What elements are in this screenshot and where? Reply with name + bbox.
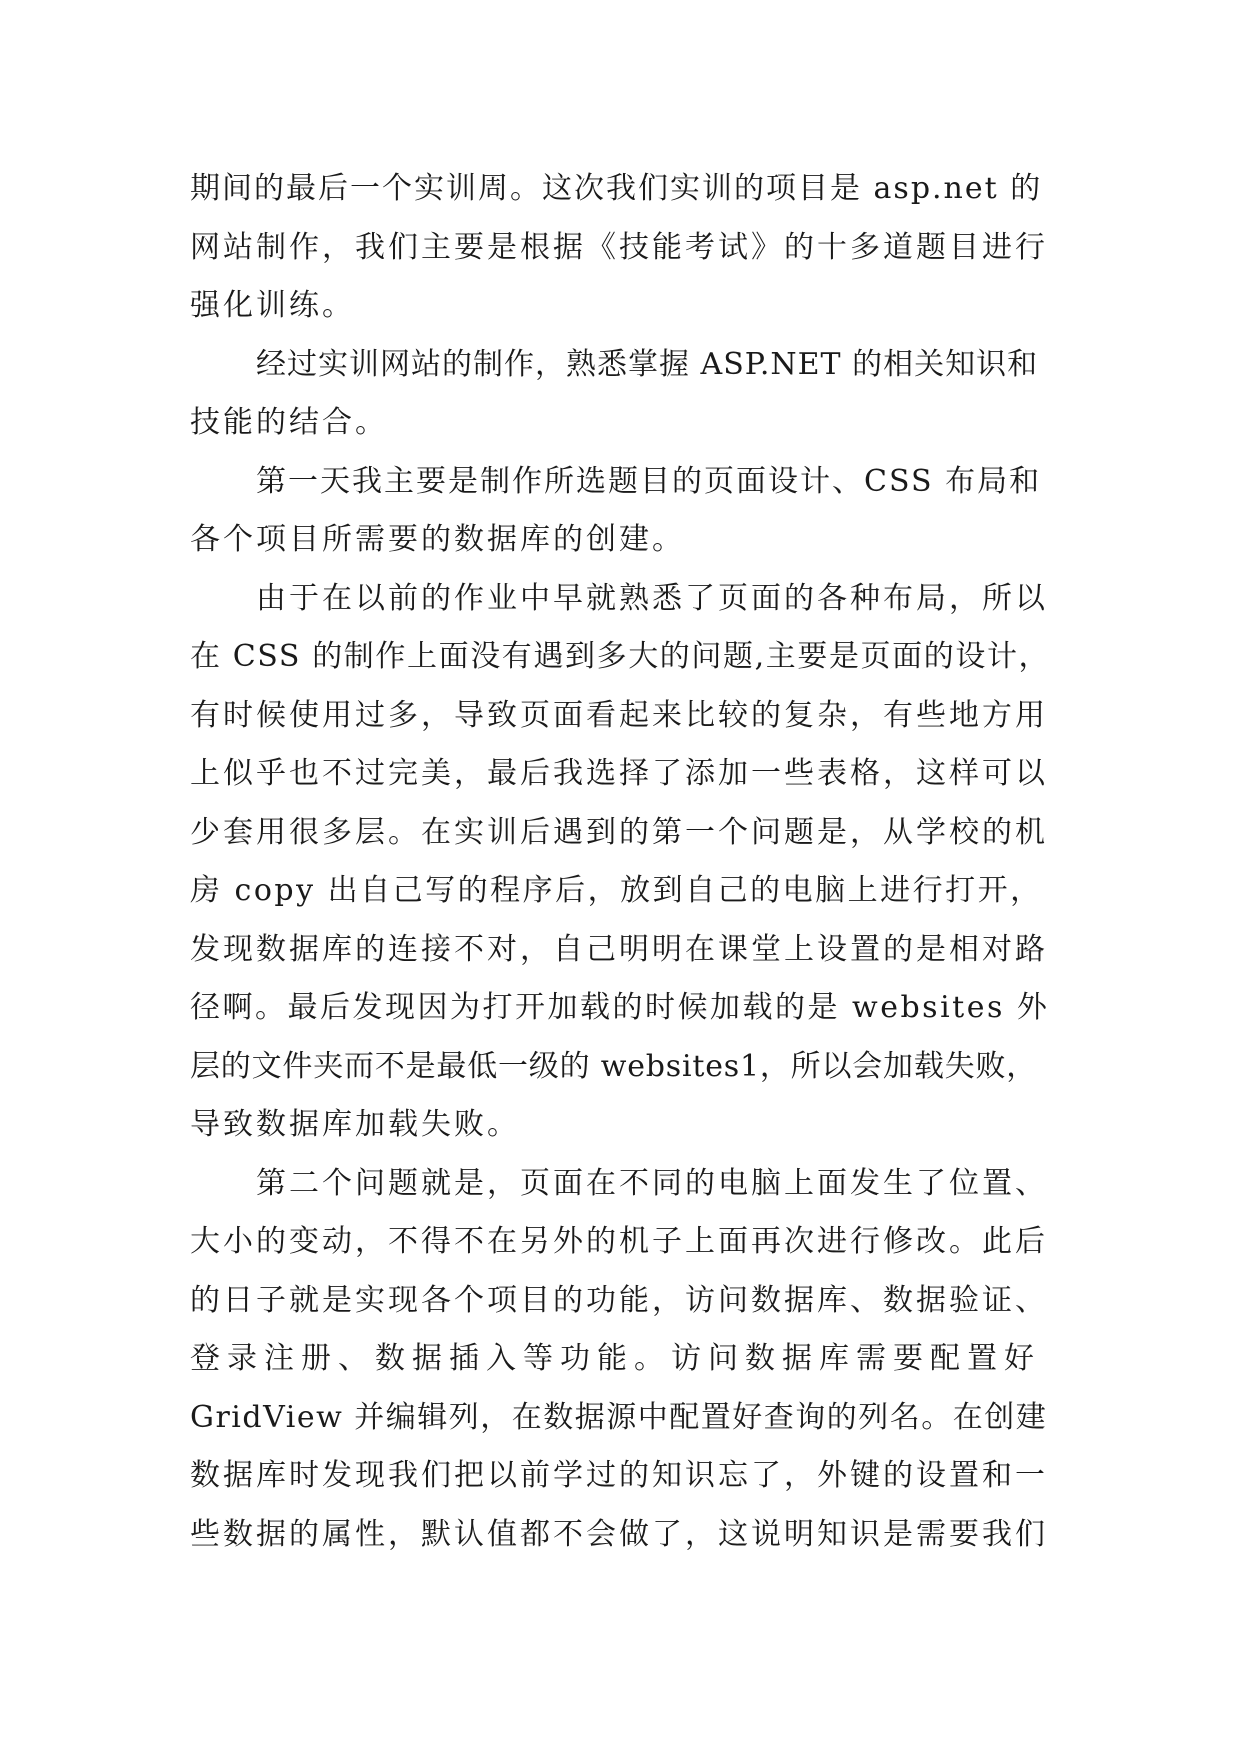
text-line: 强化训练。 [190, 288, 355, 323]
text-line: 上似乎也不过完美，最后我选择了添加一些表格，这样可以 [190, 756, 1048, 791]
text-line: 少套用很多层。在实训后遇到的第一个问题是，从学校的机 [190, 814, 1048, 850]
text-line: 有时候使用过多，导致页面看起来比较的复杂，有些地方用 [190, 697, 1048, 733]
text-line: 数据库时发现我们把以前学过的知识忘了，外键的设置和一 [190, 1458, 1048, 1493]
text-line: 网站制作，我们主要是根据《技能考试》的十多道题目进行 [190, 229, 1048, 265]
text-line: 大小的变动，不得不在另外的机子上面再次进行修改。此后 [190, 1224, 1048, 1259]
paragraph-first-line: 经过实训网站的制作，熟悉掌握 ASP.NET 的相关知识和 [256, 346, 1039, 382]
paragraph-first-line: 第一天我主要是制作所选题目的页面设计、CSS 布局和 [256, 463, 1042, 499]
text-line: 在 CSS 的制作上面没有遇到多大的问题,主要是页面的设计， [190, 639, 1051, 674]
text-line: 层的文件夹而不是最低一级的 websites1，所以会加载失败， [190, 1048, 1038, 1084]
text-line: 径啊。最后发现因为打开加载的时候加载的是 websites 外 [190, 990, 1050, 1025]
paragraph-first-line: 第二个问题就是，页面在不同的电脑上面发生了位置、 [256, 1165, 1048, 1201]
document-body [190, 160, 1052, 1564]
text-line: 各个项目所需要的数据库的创建。 [190, 522, 685, 557]
text-line: 些数据的属性，默认值都不会做了，这说明知识是需要我们 [190, 1516, 1048, 1552]
text-line: 登录注册、数据插入等功能。访问数据库需要配置好 [190, 1341, 1041, 1376]
text-line: 期间的最后一个实训周。这次我们实训的项目是 asp.net 的 [190, 171, 1043, 206]
text-line: 的日子就是实现各个项目的功能，访问数据库、数据验证、 [190, 1282, 1048, 1318]
text-line: 导致数据库加载失败。 [190, 1107, 520, 1142]
paragraph-first-line: 由于在以前的作业中早就熟悉了页面的各种布局，所以 [256, 580, 1048, 616]
text-line: 房 copy 出自己写的程序后，放到自己的电脑上进行打开， [190, 873, 1043, 908]
text-line: 技能的结合。 [190, 405, 388, 440]
text-line: GridView 并编辑列，在数据源中配置好查询的列名。在创建 [190, 1399, 1048, 1435]
text-line: 发现数据库的连接不对，自己明明在课堂上设置的是相对路 [190, 931, 1048, 967]
